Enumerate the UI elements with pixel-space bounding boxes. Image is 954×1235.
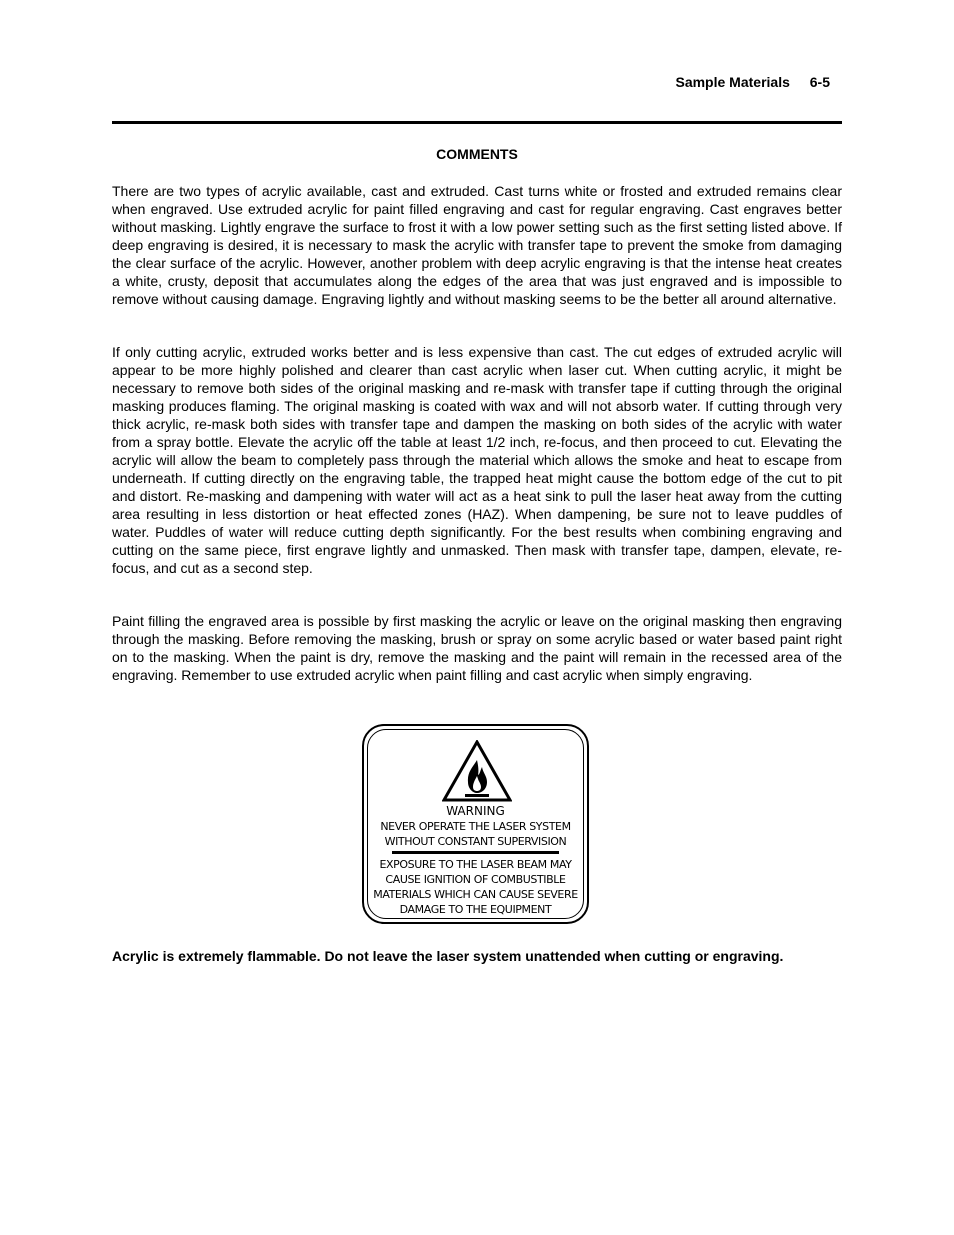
fire-hazard-icon [442,740,512,802]
paragraph-cutting-acrylic: If only cutting acrylic, extruded works better and is less expensive than cast. The cut edges of extruded acrylic will appear to be more highly polished and clearer than cast acrylic when laser cut. When cutting acrylic, it might be necessary to remove both sides of the original masking and re-mask with transfer tape if cutting through the original masking produces flaming. The original masking is coated with wax and will not absorb water. If cutting through very thick acrylic, re-mask both sides with transfer tape and dampen the masking on both sides of the acrylic with water from a spray bottle. Elevate the acrylic off the table at least 1/2 inch, re-focus, and then proceed to cut. Elevating the acrylic will allow the beam to completely pass through the material which allows the smoke and heat to escape from underneath. If cutting directly on the engraving table, the trapped heat might cause the bottom edge of the cut to pit and distort. Re-masking and dampening with water will act as a heat sink to pull the laser heat away from the cutting area resulting in less distortion or heat effected zones (HAZ). When dampening, be sure not to leave puddles of water. Puddles of water will reduce cutting depth significantly. For the best results when combining engraving and cutting on the same piece, first engrave lightly and unmasked. Then mask with transfer tape, dampen, elevate, re-focus, and cut as a second step. [112,344,842,576]
warning-line-4: CAUSE IGNITION OF COMBUSTIBLE [385,873,566,886]
section-title: Sample Materials [675,74,790,90]
warning-label [362,724,589,924]
paragraph-cast-vs-extruded: There are two types of acrylic available, cast and extruded. Cast turns white or frosted and extruded remains clear when engraved. Use extruded acrylic for paint filled engraving and cast for regular engraving. Cast engraves better without masking. Lightly engrave the surface to frost it with a low power setting such as the first setting listed above. If deep engraving is desired, it is necessary to mask the acrylic with transfer tape to prevent the smoke from damaging the clear surface of the acrylic. However, another problem with deep acrylic engraving is that the intense heat creates a white, crusty, deposit that accumulates along the edges of the area that was just engraved and is impossible to remove without causing damage. Engraving lightly and without masking seems to be the better all around alternative. [112,183,842,307]
warning-line-2: WITHOUT CONSTANT SUPERVISION [384,835,567,848]
warning-divider [392,851,559,854]
flammability-note: Acrylic is extremely flammable. Do not leave the laser system unattended when cutting or engraving. [112,948,784,964]
warning-line-1: NEVER OPERATE THE LASER SYSTEM [380,820,571,833]
warning-line-5: MATERIALS WHICH CAN CAUSE SEVERE [373,888,578,901]
warning-line-3: EXPOSURE TO THE LASER BEAM MAY [379,858,572,871]
page-header [675,74,830,90]
warning-line-6: DAMAGE TO THE EQUIPMENT [399,903,552,916]
page-number: 6-5 [809,74,830,90]
paragraph-paint-filling: Paint filling the engraved area is possible by first masking the acrylic or leave on the original masking then engraving through the masking. Before removing the masking, brush or spray on some acrylic based or water based paint right on to the masking. When the paint is dry, remove the masking and the paint will remain in the recessed area of the engraving. Remember to use extruded acrylic when paint filling and cast acrylic when simply engraving. [112,613,842,683]
comments-heading: COMMENTS [436,146,518,162]
header-rule [112,121,842,124]
warning-heading: WARNING [446,804,505,818]
